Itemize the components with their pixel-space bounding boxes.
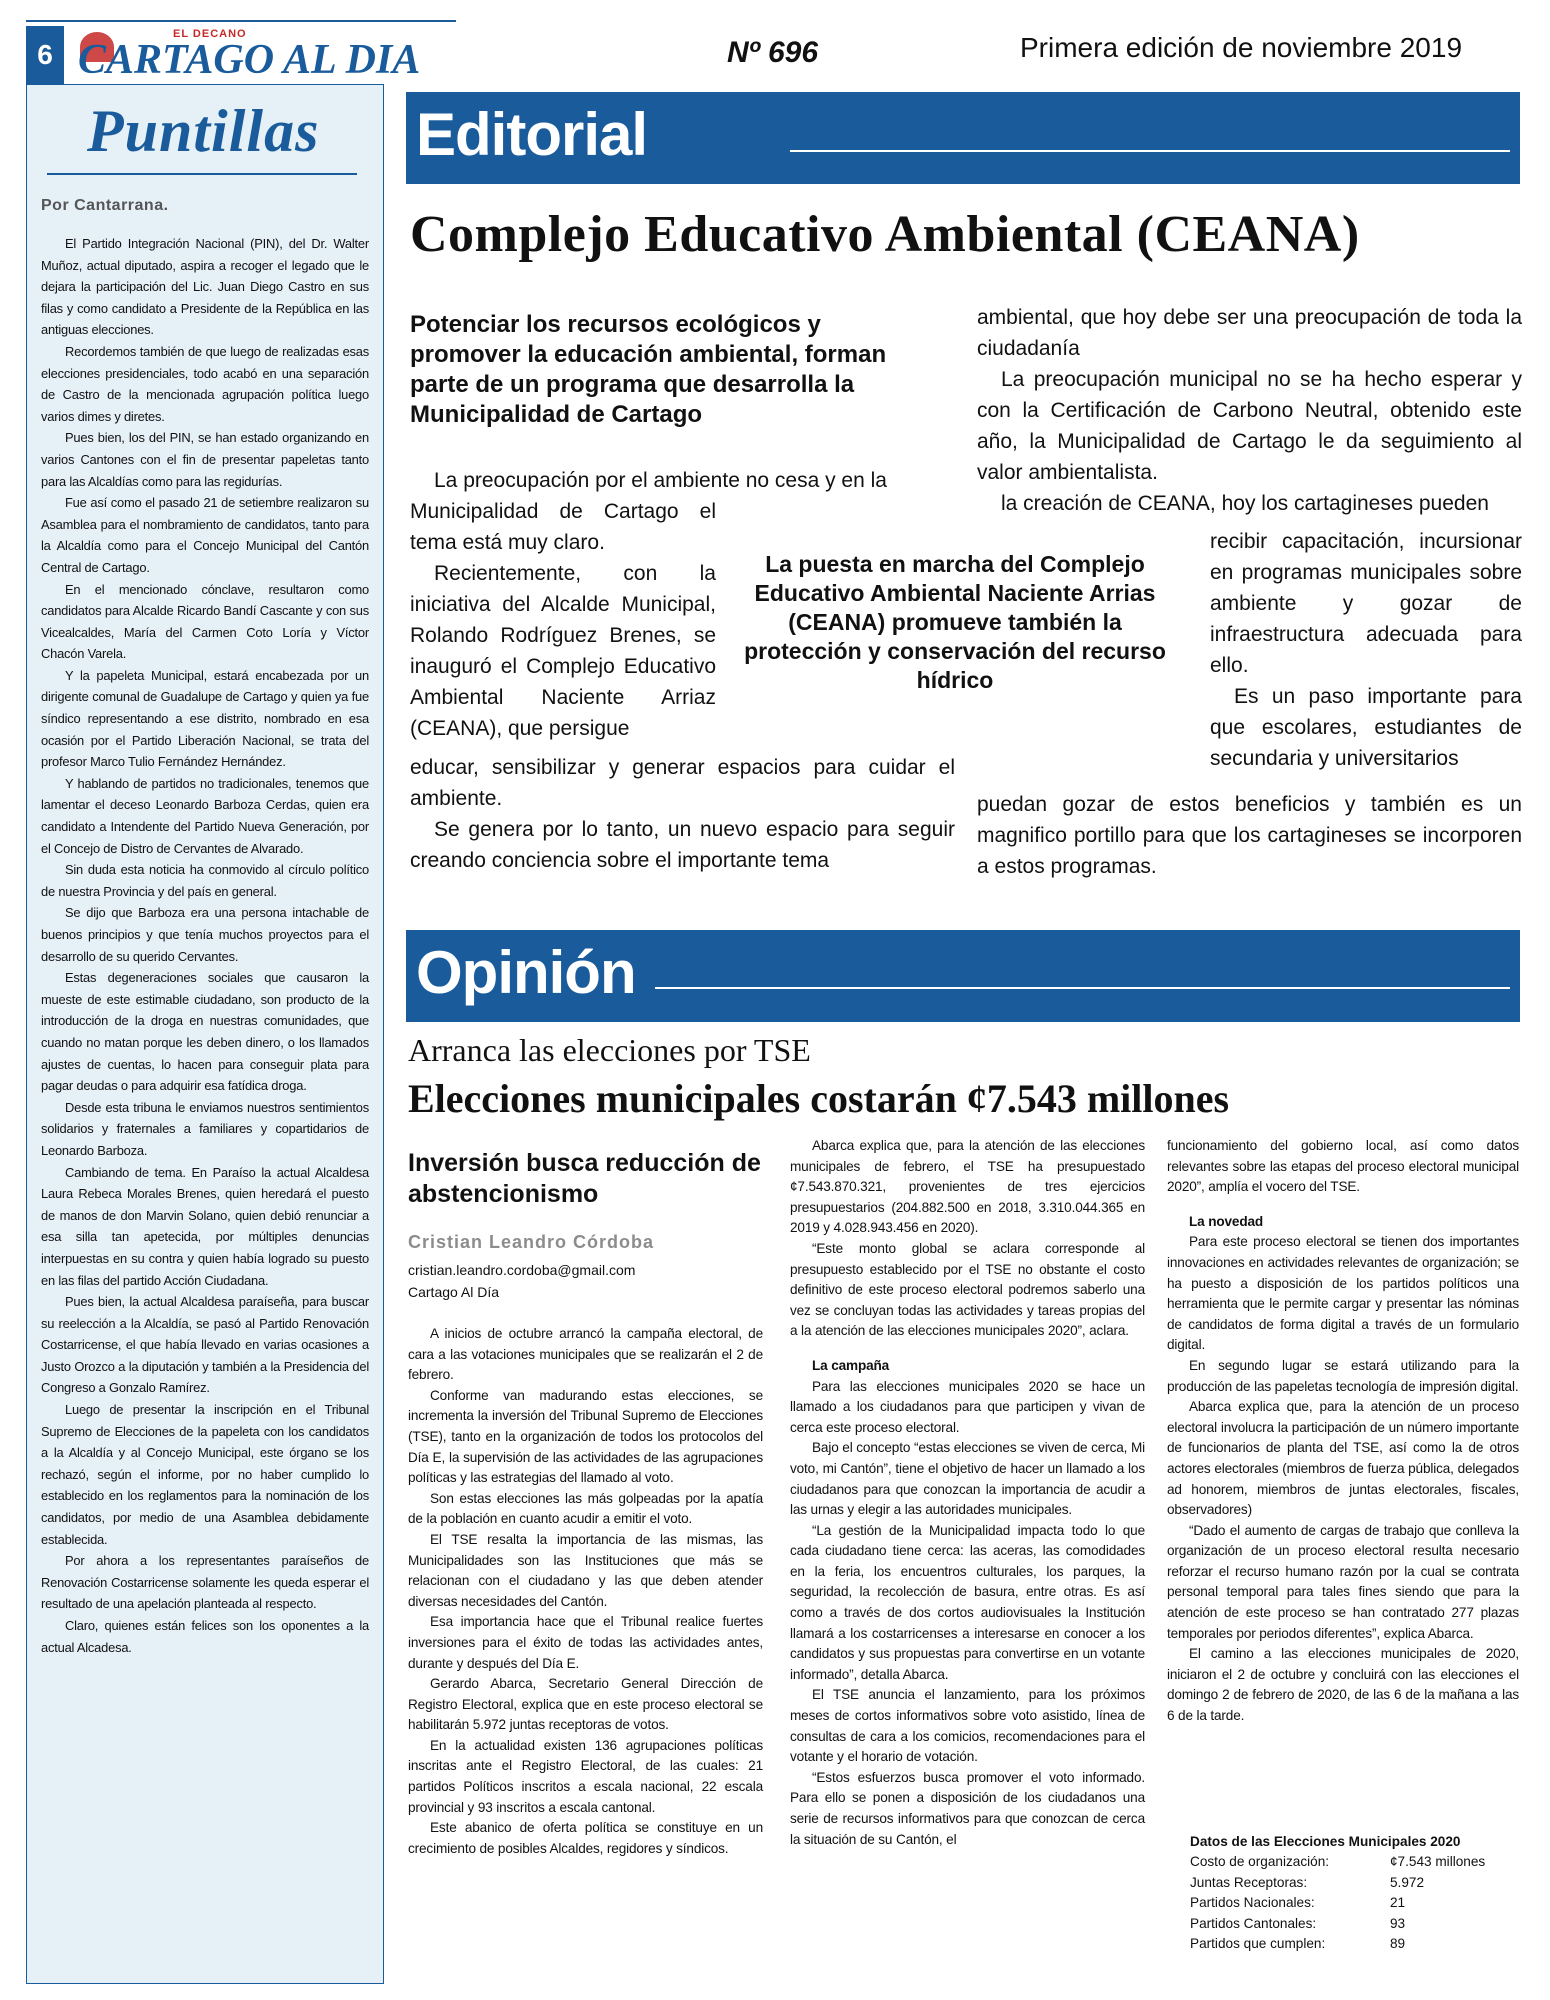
editorial-title: Complejo Educativo Ambiental (CEANA) bbox=[410, 206, 1360, 263]
article-paragraph: El TSE resalta la importancia de las mismas, las Municipalidades son las Instituciones que más se relacionan con el ciudadano y las que deben atender diversas necesidades del Cantón. bbox=[408, 1531, 763, 1609]
editorial-text bbox=[1210, 526, 1522, 774]
facts-row bbox=[1190, 1873, 1510, 1893]
facts-title: Datos de las Elecciones Municipales 2020 bbox=[1190, 1834, 1461, 1849]
column-title-rule bbox=[47, 173, 357, 175]
article-title: Elecciones municipales costarán ¢7.543 millones bbox=[408, 1076, 1230, 1121]
article-paragraph: Abarca explica que, para la atención de un proceso electoral involucra la participación de un número importante de funcionarios de planta del TSE, así como la de otros actores electorales (miembros de fuerza pública, delegados ad honorem, miembros de juntas electorales, fiscales, observadores) bbox=[1167, 1399, 1519, 1518]
editorial-paragraph: La preocupación municipal no se ha hecho esperar y con la Certificación de Carbono Neutral, obtenido este año, la Municipalidad de Cartago le da seguimiento al valor ambientalista. bbox=[977, 368, 1522, 484]
logo-tagline: EL DECANO bbox=[173, 28, 247, 40]
editorial-text bbox=[977, 302, 1522, 519]
article-deck: Inversión busca reducción de abstencionismo bbox=[408, 1149, 761, 1208]
facts-label: Partidos que cumplen: bbox=[1190, 1936, 1326, 1952]
article-paragraph: En la actualidad existen 136 agrupaciones políticas inscritas ante el Registro Electoral, de las cuales: 21 partidos Políticos inscritos a escala nacional, 22 escala provincial y 93 inscritos a escala cantonal. bbox=[408, 1737, 763, 1815]
editorial-paragraph: La preocupación por el ambiente no cesa y en la bbox=[434, 469, 887, 492]
page-number: 6 bbox=[26, 26, 64, 84]
column-paragraph: Pues bien, la actual Alcaldesa paraíseña, para buscar su reelección a la Alcaldía, se pasó al Partido Renovación Costarricense, el que había llevado en varias ocasiones a Justo Orozco a la diputación y también a la Presidencia del Congreso a Gonzalo Ramírez. bbox=[41, 1294, 369, 1396]
column-paragraph: Claro, quienes están felices son los oponentes a la actual Alcadesa. bbox=[41, 1618, 369, 1655]
editorial-deck: Potenciar los recursos ecológicos y promover la educación ambiental, forman parte de un programa que desarrolla la Municipalidad de Cartago bbox=[410, 311, 887, 428]
article-paragraph: “La gestión de la Municipalidad impacta todo lo que cada ciudadano tiene cerca: las aceras, las comodidades en la feria, los encuentros culturales, los parques, la seguridad, la recolección de basura, entre otras. Es así como a través de dos cortos audiovisuales la Institución llamará a los costarricenses a interesarse en conocer a los candidatos y sus propuestas para convertirse en un votante informado”, detalla Abarca. bbox=[790, 1522, 1145, 1682]
facts-value: 5.972 bbox=[1390, 1874, 1425, 1890]
facts-label: Juntas Receptoras: bbox=[1190, 1874, 1308, 1890]
logo-name: CARTAGO AL DIA bbox=[78, 37, 421, 83]
article-paragraph: funcionamiento del gobierno local, así como datos relevantes sobre las etapas del proceso electoral municipal 2020”, amplía el vocero del TSE. bbox=[1167, 1138, 1519, 1195]
facts-row bbox=[1190, 1852, 1510, 1872]
facts-value: ¢7.543 millones bbox=[1390, 1854, 1486, 1870]
issue-number: Nº 696 bbox=[727, 36, 819, 69]
editorial-paragraph: Municipalidad de Cartago el tema está muy claro. bbox=[410, 500, 716, 554]
column-paragraph: Pues bien, los del PIN, se han estado organizando en varios Cantones con el fin de presentar papeletas tanto para las Alcaldías como para las regidurías. bbox=[41, 430, 369, 489]
article-paragraph: Gerardo Abarca, Secretario General Dirección de Registro Electoral, explica que en este proceso electoral se habilitarán 5.972 juntas receptoras de votos. bbox=[408, 1676, 763, 1733]
editorial-text bbox=[410, 496, 716, 744]
facts-row bbox=[1190, 1893, 1510, 1913]
article-column bbox=[1167, 1136, 1519, 1727]
column-paragraph: Fue así como el pasado 21 de setiembre realizaron su Asamblea para el nombramiento de candidatos, tanto para la Alcaldía como para el Concejo Municipal del Cantón Central de Cartago. bbox=[41, 495, 369, 575]
opinion-section-banner bbox=[406, 930, 1520, 1022]
facts-value: 89 bbox=[1390, 1936, 1406, 1952]
editorial-pull-quote: La puesta en marcha del Complejo Educativo Ambiental Naciente Arrias (CEANA) promueve también la protección y conservación del recurso hídrico bbox=[744, 551, 1166, 693]
article-paragraph: “Dado el aumento de cargas de trabajo que conlleva la organización de un proceso electoral resulta necesario reforzar el recurso humano razón por la cual se contrata personal temporal para tales fines siendo que para la atención de este proceso se han contratado 277 plazas temporales por periodos diferentes”, explica Abarca. bbox=[1167, 1522, 1519, 1641]
article-paragraph: Para las elecciones municipales 2020 se hace un llamado a los ciudadanos para que participen y vivan de cerca este proceso electoral. bbox=[790, 1378, 1145, 1435]
editorial-text bbox=[410, 752, 955, 876]
article-paragraph: El camino a las elecciones municipales de 2020, iniciaron el 2 de octubre y concluirá con las elecciones el domingo 2 de febrero de 2020, de las 6 de la mañana a las 6 de la tarde. bbox=[1167, 1646, 1519, 1724]
facts-label: Partidos Nacionales: bbox=[1190, 1895, 1315, 1911]
column-paragraph: Luego de presentar la inscripción en el Tribunal Supremo de Elecciones de la papeleta con los candidatos a la Alcaldía y al Concejo Municipal, este órgano se los rechazó, según el informe, por no haber cumplido lo establecido en los reglamentos para la nominación de los candidatos, por medio de una Asamblea debidamente establecida. bbox=[41, 1402, 369, 1547]
column-paragraph: Estas degeneraciones sociales que causaron la mueste de este estimable ciudadano, son producto de la introducción de la droga en nuestras comunidades, que cuando no matan porque les deben dinero, o los llamados ajustes de cuentas, lo hacen para conseguir plata para pagar deudas o para adquirir esa fatídica droga. bbox=[41, 970, 369, 1094]
article-paragraph: En segundo lugar se estará utilizando para la producción de las papeletas tecnología de impresión digital. bbox=[1167, 1357, 1519, 1394]
column-paragraph: Sin duda esta noticia ha conmovido al círculo político de nuestra Provincia y del país en general. bbox=[41, 862, 369, 899]
article-subheading: La novedad bbox=[1189, 1213, 1264, 1229]
editorial-text bbox=[977, 789, 1522, 882]
article-kicker: Arranca las elecciones por TSE bbox=[408, 1032, 811, 1068]
article-paragraph: Abarca explica que, para la atención de las elecciones municipales de febrero, el TSE ha presupuestado ¢7.543.870.321, provenientes de tres ejercicios presupuestarios (204.882.500 en 2018, 3.310.044.365 en 2019 y 4.028.943.456 en 2020). bbox=[790, 1138, 1145, 1236]
editorial-paragraph: Recientemente, con la iniciativa del Alcalde Municipal, Rolando Rodríguez Brenes, se inauguró el Complejo Educativo Ambiental Naciente Arriaz (CEANA), que persigue bbox=[410, 562, 716, 740]
author-outlet: Cartago Al Día bbox=[408, 1284, 500, 1300]
column-paragraph: El Partido Integración Nacional (PIN), del Dr. Walter Muñoz, actual diputado, aspira a recoger el legado que le dejara la participación del Lic. Juan Diego Castro en sus filas y como candidato a Presidente de la República en las antiguas elecciones. bbox=[41, 236, 369, 338]
section-label: Opinión bbox=[416, 939, 636, 1006]
facts-value: 21 bbox=[1390, 1895, 1406, 1911]
column-paragraph: Se dijo que Barboza era una persona intachable de buenos principios y que tenía muchos proyectos para el desarrollo de su querido Cervantes. bbox=[41, 905, 369, 964]
editorial-paragraph: recibir capacitación, incursionar en programas municipales sobre ambiente y gozar de infraestructura adecuada para ello. bbox=[1210, 530, 1522, 677]
article-paragraph: Para este proceso electoral se tienen dos importantes innovaciones en actividades relevantes de organización; se ha puesto a disposición de los partidos políticos una herramienta que le permite cargar y presentar las nóminas de candidatos de forma digital a través de un formulario digital. bbox=[1167, 1234, 1519, 1353]
facts-label: Costo de organización: bbox=[1190, 1854, 1330, 1870]
election-facts-box bbox=[1190, 1832, 1510, 1954]
editorial-paragraph: la creación de CEANA, hoy los cartagineses pueden bbox=[1001, 492, 1489, 515]
article-paragraph: Esa importancia hace que el Tribunal realice fuertes inversiones para el éxito de todas las actividades antes, durante y después del Día E. bbox=[408, 1614, 763, 1671]
editorial-text bbox=[410, 465, 955, 496]
editorial-paragraph: Se genera por lo tanto, un nuevo espacio para seguir creando conciencia sobre el importante tema bbox=[410, 818, 955, 872]
editorial-paragraph: educar, sensibilizar y generar espacios para cuidar el ambiente. bbox=[410, 756, 955, 810]
column-body bbox=[41, 233, 369, 1658]
banner-rule bbox=[790, 150, 1510, 152]
newspaper-logo bbox=[78, 18, 421, 83]
author-email: cristian.leandro.cordoba@gmail.com bbox=[408, 1262, 636, 1278]
column-title: Puntillas bbox=[87, 98, 320, 164]
article-paragraph: Este abanico de oferta política se constituye en un crecimiento de posibles Alcaldes, regidores y síndicos. bbox=[408, 1820, 763, 1856]
article-paragraph: A inicios de octubre arrancó la campaña electoral, de cara a las votaciones municipales que se realizarán el 2 de febrero. bbox=[408, 1326, 763, 1383]
section-label: Editorial bbox=[416, 101, 648, 168]
editorial-paragraph: puedan gozar de estos beneficios y también es un magnifico portillo para que los cartagineses se incorporen a estos programas. bbox=[977, 793, 1522, 878]
column-paragraph: Por ahora a los representantes paraíseños de Renovación Costarricense solamente les queda esperar el resultado de una apelación planteada al respecto. bbox=[41, 1553, 369, 1612]
article-paragraph: “Este monto global se aclara corresponde al presupuesto establecido por el TSE no obstante el costo definitivo de este proceso electoral podremos saberlo una vez se concluyan todas las actividades y tareas propias del a la atención de las elecciones municipales 2020”, aclara. bbox=[790, 1240, 1145, 1339]
column-paragraph: Y hablando de partidos no tradicionales, tenemos que lamentar el deceso Leonardo Barboza Cerdas, quien era candidato a Intendente del Partido Nueva Generación, por el Concejo de Distro de Cervantes de Alvarado. bbox=[41, 775, 369, 856]
article-author: Cristian Leandro Córdoba bbox=[408, 1232, 655, 1252]
edition-date: Primera edición de noviembre 2019 bbox=[1020, 32, 1463, 63]
article-column bbox=[408, 1324, 763, 1859]
article-subheading: La campaña bbox=[812, 1357, 890, 1373]
facts-row bbox=[1190, 1934, 1510, 1954]
editorial-paragraph: Es un paso importante para que escolares, estudiantes de secundaria y universitarios bbox=[1210, 685, 1522, 770]
facts-label: Partidos Cantonales: bbox=[1190, 1915, 1317, 1931]
article-paragraph: Bajo el concepto “estas elecciones se viven de cerca, Mi voto, mi Cantón”, tiene el objetivo de hacer un llamado a los ciudadanos para que conozcan la importancia de acudir a las urnas y elegir a las autoridades municipales. bbox=[790, 1440, 1145, 1518]
page-header bbox=[0, 0, 1550, 82]
puntillas-column bbox=[26, 84, 384, 1984]
article-paragraph: Conforme van madurando estas elecciones, se incrementa la inversión del Tribunal Supremo de Elecciones (TSE), tanto en la organización de todos los protocolos del Día E, la supervisión de las actividades de las agrupaciones políticas y las estrategias del llamado al voto. bbox=[408, 1387, 763, 1486]
column-paragraph: Desde esta tribuna le enviamos nuestros sentimientos solidarios y fraternales a familiares y copartidarios de Leonardo Barboza. bbox=[41, 1099, 369, 1158]
article-column bbox=[790, 1136, 1145, 1850]
banner-rule bbox=[655, 987, 1510, 989]
editorial-section-banner bbox=[406, 92, 1520, 184]
facts-value: 93 bbox=[1390, 1915, 1406, 1931]
column-byline: Por Cantarrana. bbox=[41, 197, 169, 214]
article-paragraph: Son estas elecciones las más golpeadas por la apatía de la población en cuanto acudir a emitir el voto. bbox=[408, 1490, 763, 1527]
column-paragraph: Y la papeleta Municipal, estará encabezada por un dirigente comunal de Guadalupe de Cartago y quien ya fue síndico representando a ese distrito, nombrado en esa ocasión por el Partido Liberación Nacional, se trata del profesor Marco Tulio Fernández Hernández. bbox=[41, 667, 369, 770]
column-paragraph: Cambiando de tema. En Paraíso la actual Alcaldesa Laura Rebeca Morales Brenes, quien heredará el puesto de manos de don Marvin Solano, quien debió renunciar a esa silla tan apetecida, por múltiples denuncias interpuestas en su contra y quien había logrado su puesto en las filas del partido Acción Ciudadana. bbox=[41, 1164, 369, 1288]
facts-row bbox=[1190, 1914, 1510, 1934]
column-paragraph: Recordemos también de que luego de realizadas esas elecciones presidenciales, todo acabó en una separación de Castro de la mencionada agrupación política luego varios dimes y diretes. bbox=[41, 343, 369, 424]
column-paragraph: En el mencionado cónclave, resultaron como candidatos para Alcalde Ricardo Bandí Cascante y con sus Vicealcaldes, María del Carmen Coto Loría y Víctor Chacón Varela. bbox=[41, 581, 369, 662]
editorial-paragraph: ambiental, que hoy debe ser una preocupación de toda la ciudadanía bbox=[977, 306, 1522, 360]
article-paragraph: “Estos esfuerzos busca promover el voto informado. Para ello se ponen a disposición de los ciudadanos una serie de recursos informativos para que conozcan de cerca la situación de su Cantón, el bbox=[790, 1769, 1145, 1847]
article-paragraph: El TSE anuncia el lanzamiento, para los próximos meses de cortos informativos sobre voto asistido, línea de consultas de cara a los comicios, recomendaciones para el votante y el horario de votación. bbox=[790, 1687, 1145, 1765]
